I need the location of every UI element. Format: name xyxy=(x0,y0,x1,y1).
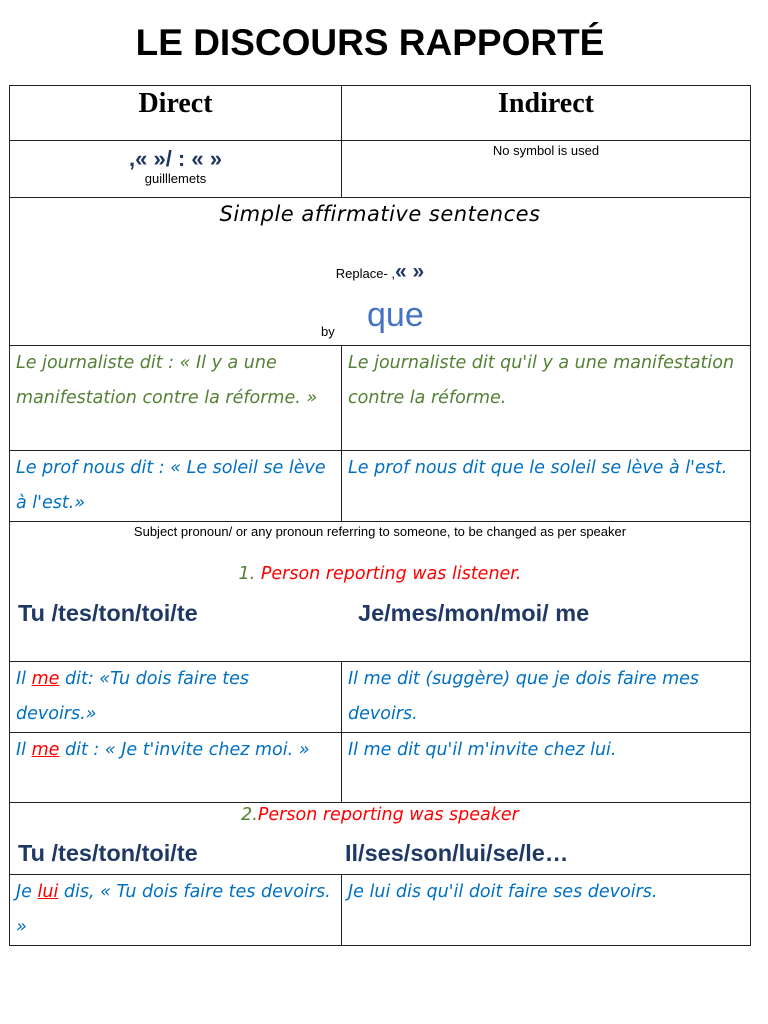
by-label: by xyxy=(321,324,335,339)
example3-row xyxy=(10,662,751,733)
quote-symbols: ,« »/ : « » xyxy=(129,146,222,171)
example5-direct-highlight: lui xyxy=(37,882,59,902)
case1-to: Je/mes/mon/moi/ me xyxy=(358,600,590,626)
case1-number: 1. xyxy=(238,564,256,584)
example4-direct-pre: Il xyxy=(16,740,32,760)
guillemets-caption: guilllemets xyxy=(144,171,207,186)
symbol-row xyxy=(10,141,751,198)
example5-direct xyxy=(10,875,342,946)
example2-indirect: Le prof nous dit que le soleil se lève à l'est. xyxy=(342,451,751,522)
section1-row xyxy=(10,198,751,346)
section1-heading: Simple affirmative sentences xyxy=(219,202,541,226)
que-word: que xyxy=(367,296,424,334)
indirect-header: Indirect xyxy=(342,86,751,141)
header-row xyxy=(10,86,751,141)
section1-cell xyxy=(10,198,751,346)
section2-row xyxy=(10,522,751,662)
pronoun-note: Subject pronoun/ or any pronoun referring to someone, to be changed as per speaker xyxy=(133,524,627,539)
section3-cell xyxy=(10,803,751,875)
case2-number: 2. xyxy=(241,805,258,825)
example4-direct xyxy=(10,733,342,803)
example5-row xyxy=(10,875,751,946)
example5-direct-pre: Je xyxy=(16,882,38,902)
example3-direct-highlight: me xyxy=(31,669,60,689)
page-title: LE DISCOURS RAPPORTÉ xyxy=(135,22,605,63)
case1-label: Person reporting was listener. xyxy=(260,564,522,584)
example4-indirect: Il me dit qu'il m'invite chez lui. xyxy=(342,733,751,803)
example4-direct-highlight: me xyxy=(31,740,60,760)
discours-table xyxy=(9,85,751,946)
example2-row xyxy=(10,451,751,522)
case2-from: Tu /tes/ton/toi/te xyxy=(18,840,198,866)
replace-line xyxy=(10,260,750,284)
case2-to: Il/ses/son/lui/se/le… xyxy=(345,840,569,866)
example1-indirect: Le journaliste dit qu'il y a une manifestation contre la réforme. xyxy=(342,346,751,451)
example3-direct-pre: Il xyxy=(16,669,32,689)
section3-row xyxy=(10,803,751,875)
example4-direct-post: dit : « Je t'invite chez moi. » xyxy=(59,740,310,760)
direct-header: Direct xyxy=(10,86,342,141)
replace-label: Replace- , xyxy=(335,266,396,281)
case2-label: Person reporting was speaker xyxy=(257,805,519,825)
example1-row xyxy=(10,346,751,451)
example4-row xyxy=(10,733,751,803)
indirect-symbol-note: No symbol is used xyxy=(342,141,751,198)
example1-direct: Le journaliste dit : « Il y a une manifestation contre la réforme. » xyxy=(10,346,342,451)
direct-symbol-cell xyxy=(10,141,342,198)
replace-symbol: « » xyxy=(395,260,425,283)
case1-from: Tu /tes/ton/toi/te xyxy=(18,600,198,626)
case2-heading xyxy=(10,805,750,825)
case1-heading xyxy=(10,564,750,584)
example3-direct xyxy=(10,662,342,733)
example3-indirect: Il me dit (suggère) que je dois faire mes devoirs. xyxy=(342,662,751,733)
section2-cell xyxy=(10,522,751,662)
example3-direct-post: dit: «Tu dois faire tes devoirs.» xyxy=(16,669,250,724)
example2-direct: Le prof nous dit : « Le soleil se lève à l'est.» xyxy=(10,451,342,522)
example5-direct-post: dis, « Tu dois faire tes devoirs. » xyxy=(16,882,331,937)
example5-indirect: Je lui dis qu'il doit faire ses devoirs. xyxy=(342,875,751,946)
